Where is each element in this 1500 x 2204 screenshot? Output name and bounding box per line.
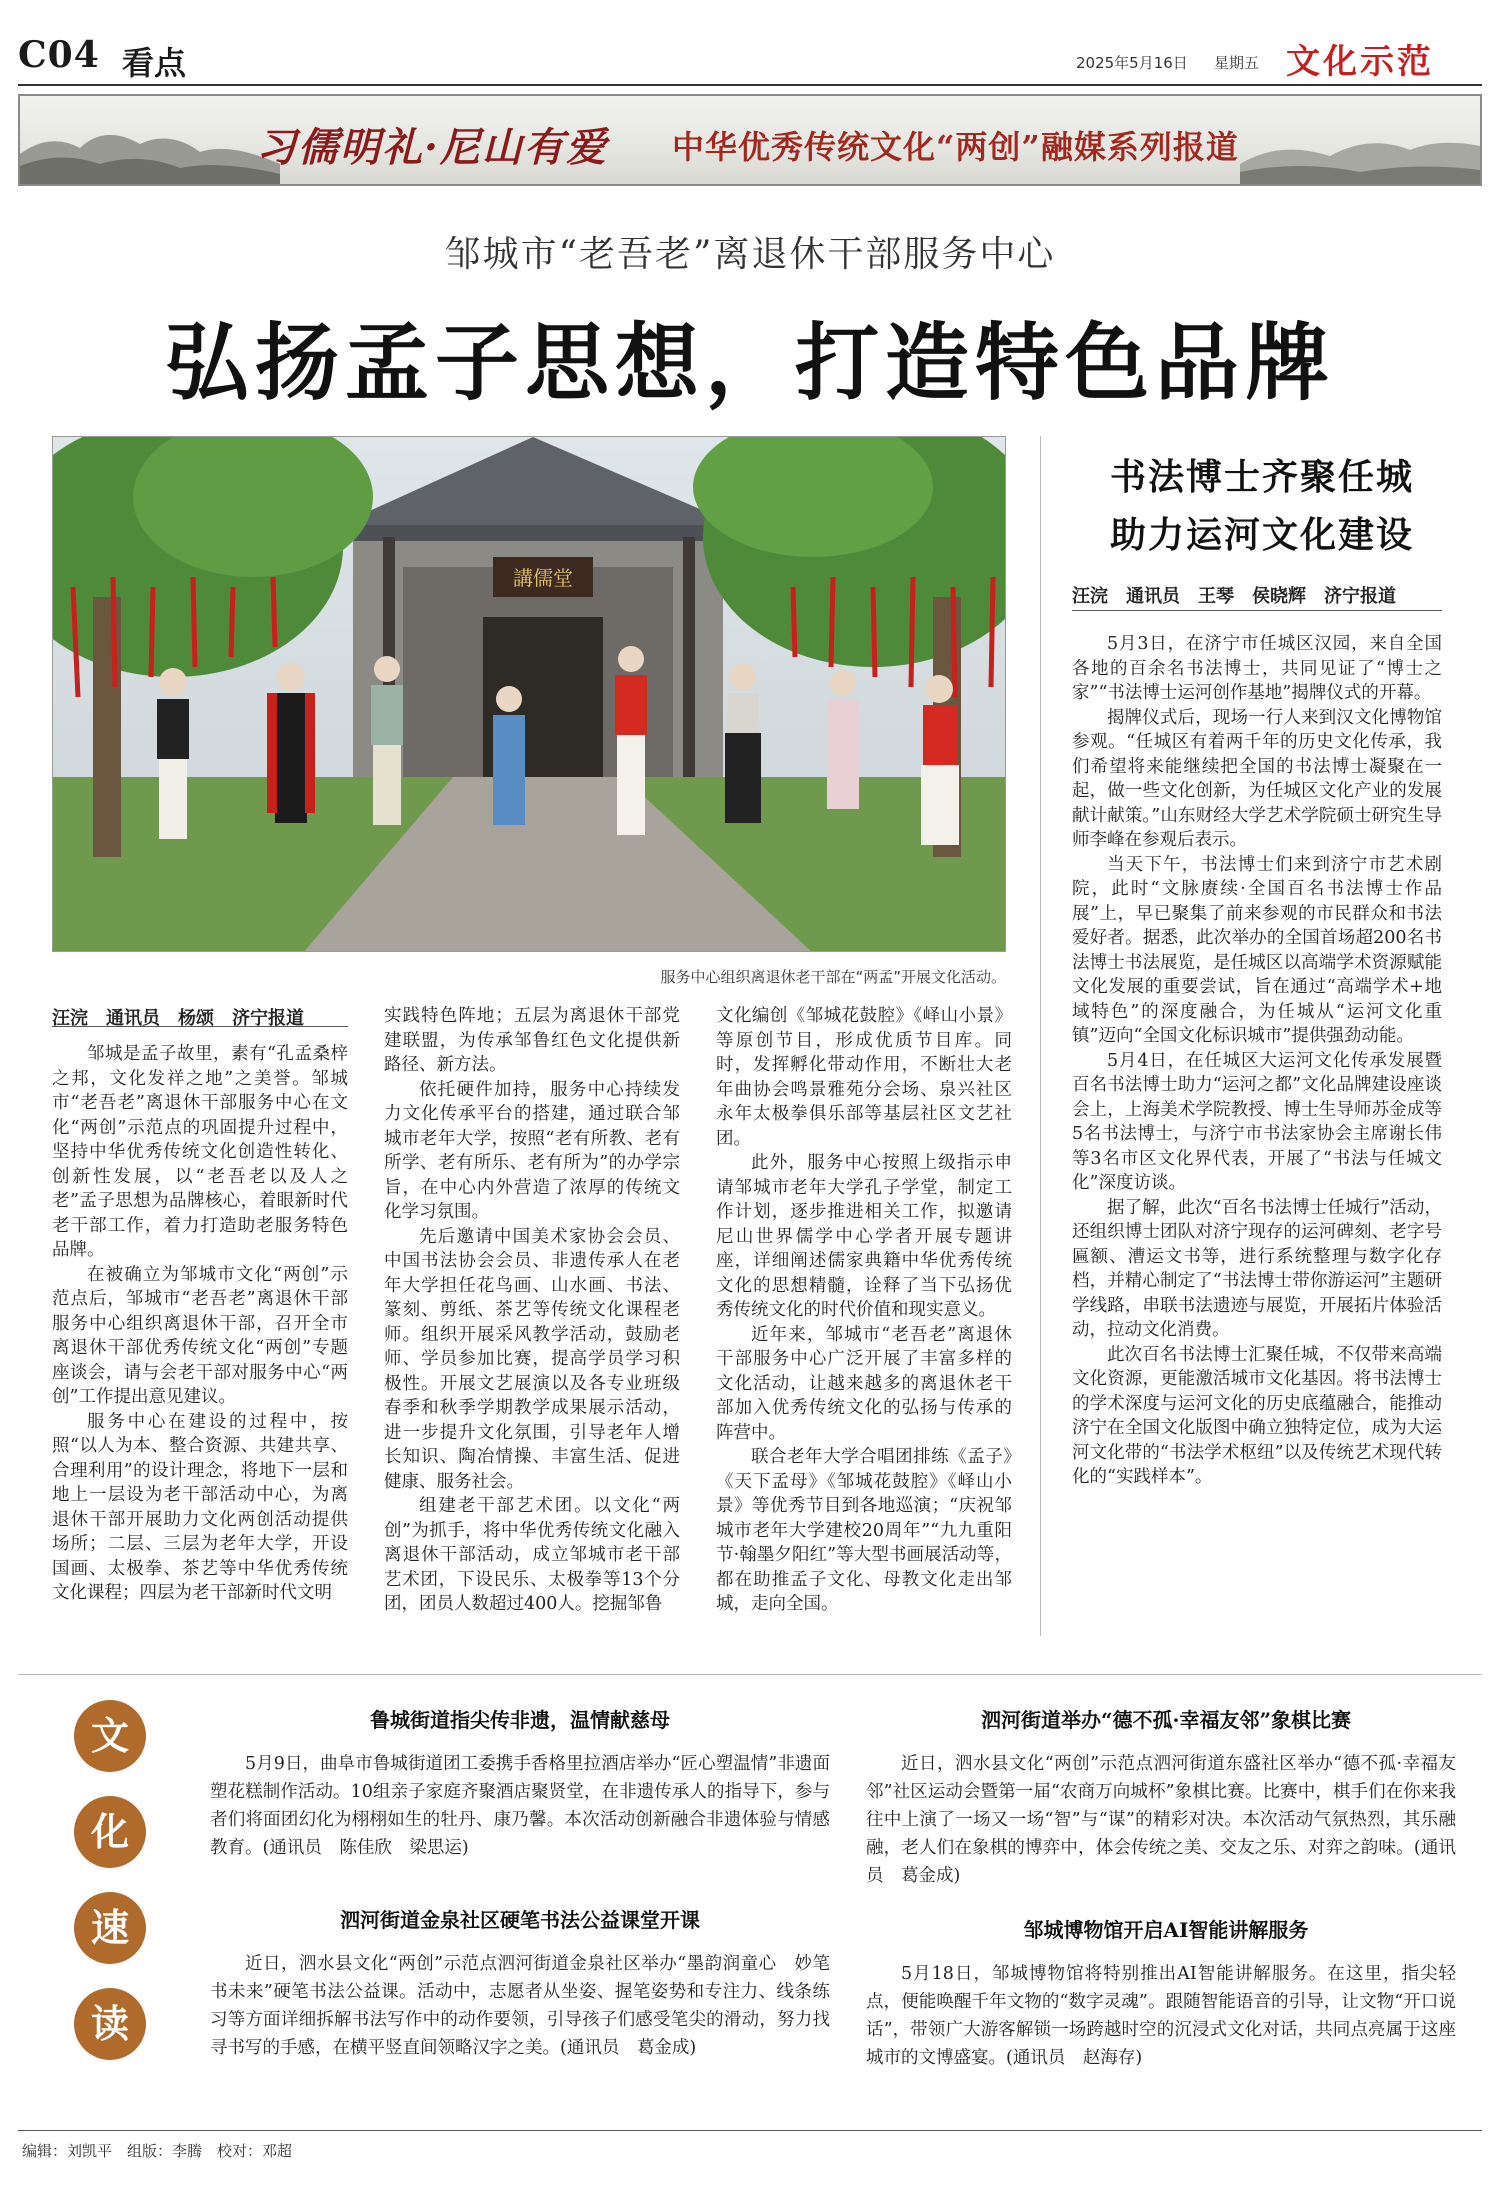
quick-read-char: 文 <box>74 1700 146 1772</box>
main-byline: 汪浣 通讯员 杨颂 济宁报道 <box>52 1008 304 1029</box>
side-title-line-2: 助力运河文化建设 <box>1109 514 1414 556</box>
banner-series-title: 中华优秀传统文化“两创”融媒系列报道 <box>672 128 1239 166</box>
paragraph: 邹城是孟子故里，素有“孔孟桑梓之邦，文化发祥之地”之美誉。邹城市“老吾老”离退休干部服务中心在文化“两创”示范点的巩固提升过程中，坚持中华优秀传统文化创造性转化、创新性发展，以“老吾老以及人之老”孟子思想为品牌核心，着眼新时代老干部工作，着力打造助老服务特色品牌。 <box>52 1044 348 1260</box>
quick-item-body <box>210 1950 830 2062</box>
paper-logo: 文化示范 <box>1286 42 1434 82</box>
article-headline: 弘扬孟子思想，打造特色品牌 <box>164 313 1335 412</box>
hall-sign: 講儒堂 <box>513 566 573 590</box>
paragraph: 5月18日，邹城博物馆将特别推出AI智能讲解服务。在这里，指尖轻点，便能唤醒千年文物的“数字灵魂”。跟随智能语音的引导，让文物“开口说话”，带领广大游客解锁一场跨越时空的沉浸式文化对话，共同点亮属于这座城市的文博盛宴。(通讯员 赵海存) <box>866 1964 1456 2068</box>
paragraph: 当天下午，书法博士们来到济宁市艺术剧院，此时“文脉赓续·全国百名书法博士作品展”上，早已聚集了前来参观的市民群众和书法爱好者。据悉，此次举办的全国首场超200名书法博士书法展览，是任城区以高端学术资源赋能文化发展的重要尝试，旨在通过“高端学术+地域特色”的深度融合，为任城从“运河文化重镇”迈向“全国文化标识城市”提供强劲动能。 <box>1072 854 1442 1046</box>
masthead <box>18 34 1482 84</box>
article-column-2 <box>384 1004 680 1617</box>
masthead-rule <box>18 84 1482 86</box>
quick-item-title: 泗河街道举办“德不孤·幸福友邻”象棋比赛 <box>981 1708 1351 1732</box>
article-column-3 <box>716 1004 1012 1617</box>
issue-date: 2025年5月16日 <box>1076 54 1188 72</box>
paragraph: 揭牌仪式后，现场一行人来到汉文化博物馆参观。“任城区有着两千年的历史文化传承，我们希望将来能继续把全国的书法博士凝聚在一起，做一些文化创新，为任城区文化产业的发展献计献策。”山东财经大学艺术学院硕士研究生导师李峰在参观后表示。 <box>1072 707 1442 850</box>
paragraph: 近日，泗水县文化“两创”示范点泗河街道东盛社区举办“德不孤·幸福友邻”社区运动会暨第一届“农商万向城杯”象棋比赛。比赛中，棋手们在你来我往中上演了一场又一场“智”与“谋”的精彩对决。本次活动气氛热烈，其乐融融，老人们在象棋的博弈中，体会传统之美、交友之乐、对弈之韵味。(通讯员 葛金成) <box>866 1754 1456 1886</box>
quick-item-title: 鲁城街道指尖传非遗，温情献慈母 <box>370 1708 670 1732</box>
quick-item-body <box>866 1960 1456 2072</box>
photo-caption: 服务中心组织离退休老干部在“两孟”开展文化活动。 <box>660 968 1006 986</box>
side-article-body <box>1072 632 1442 1490</box>
paragraph: 文化编创《邹城花鼓腔》《峄山小景》等原创节目，形成优质节目库。同时，发挥孵化带动作用，不断壮大老年曲协会鸣景雅苑分会场、泉兴社区永年太极拳俱乐部等基层社区文艺社团。 <box>716 1006 1012 1149</box>
banner-slogan: 习儒明礼·尼山有爱 <box>256 124 608 171</box>
page-number: C04 <box>18 34 100 76</box>
paragraph: 近日，泗水县文化“两创”示范点泗河街道金泉社区举办“墨韵润童心 妙笔书未来”硬笔书法公益课。活动中，志愿者从坐姿、握笔姿势和专注力、线条练习等方面详细拆解书法写作中的动作要领，引导孩子们感受笔尖的滑动，努力找寻书写的手感，在横平竖直间领略汉字之美。(通讯员 葛金成) <box>210 1954 830 2058</box>
paragraph: 5月4日，在任城区大运河文化传承发展暨百名书法博士助力“运河之都”文化品牌建设座谈会上，上海美术学院教授、博士生导师苏金成等5名书法博士，与济宁市书法家协会主席谢长伟等3名市区文化界代表，开展了“书法与任城文化”深度访谈。 <box>1072 1050 1442 1193</box>
mountain-illustration-right <box>1240 114 1480 184</box>
paragraph: 实践特色阵地；五层为离退休干部党建联盟，为传承邹鲁红色文化提供新路径、新方法。 <box>384 1006 680 1075</box>
quick-read-char: 速 <box>74 1892 146 1964</box>
byline-rule <box>52 1026 348 1027</box>
photo-illustration <box>53 437 1006 952</box>
footer-rule <box>18 2130 1482 2131</box>
quick-item-title: 泗河街道金泉社区硬笔书法公益课堂开课 <box>340 1908 700 1932</box>
paragraph: 此外，服务中心按照上级指示申请邹城市老年大学孔子学堂，制定工作计划，逐步推进相关工作，拟邀请尼山世界儒学中心学者开展专题讲座，详细阐述儒家典籍中华优秀传统文化的思想精髓，诠释了当下弘扬优秀传统文化的时代价值和现实意义。 <box>716 1153 1012 1320</box>
side-byline-rule <box>1072 610 1442 611</box>
paragraph: 联合老年大学合唱团排练《孟子》《天下孟母》《邹城花鼓腔》《峄山小景》等优秀节目到各地巡演；“庆祝邹城市老年大学建校20周年”“九九重阳节·翰墨夕阳红”等大型书画展活动等，都在助推孟子文化、母教文化走出邹城，走向全国。 <box>716 1447 1012 1614</box>
paragraph: 先后邀请中国美术家协会会员、中国书法协会会员、非遗传承人在老年大学担任花鸟画、山水画、书法、篆刻、剪纸、茶艺等传统文化课程老师。组织开展采风教学活动，鼓励老师、学员参加比赛，提高学员学习积极性。开展文艺展演以及各专业班级春季和秋季学期教学成果展示活动，进一步提升文化氛围，引导老年人增长知识、陶冶情操、丰富生活、促进健康、服务社会。 <box>384 1226 680 1492</box>
article-photo <box>52 436 1006 952</box>
paragraph: 组建老干部艺术团。以文化“两创”为抓手，将中华优秀传统文化融入离退休干部活动，成立邹城市老干部艺术团，下设民乐、太极拳等13个分团，团员人数超过400人。挖掘邹鲁 <box>384 1496 680 1614</box>
column-divider <box>1040 436 1041 1636</box>
issue-weekday: 星期五 <box>1214 54 1260 72</box>
paragraph: 近年来，邹城市“老吾老”离退休干部服务中心广泛开展了丰富多样的文化活动，让越来越多的离退休老干部加入优秀传统文化的弘扬与传承的阵营中。 <box>716 1324 1012 1443</box>
side-title-line-1: 书法博士齐聚任城 <box>1109 456 1414 498</box>
article-column-1 <box>52 1042 348 1606</box>
quick-item-body <box>866 1750 1456 1890</box>
side-article-title <box>1062 448 1462 564</box>
paragraph: 依托硬件加持，服务中心持续发力文化传承平台的搭建，通过联合邹城市老年大学，按照“老有所教、老有所学、老有所乐、老有所为”的办学宗旨，在中心内外营造了浓厚的传统文化学习氛围。 <box>384 1079 680 1222</box>
article-kicker: 邹城市“老吾老”离退休干部服务中心 <box>444 234 1056 275</box>
paragraph: 5月3日，在济宁市任城区汉园，来自全国各地的百余名书法博士，共同见证了“博士之家”“书法博士运河创作基地”揭牌仪式的开幕。 <box>1072 634 1442 703</box>
series-banner <box>18 94 1482 186</box>
quick-item-title: 邹城博物馆开启AI智能讲解服务 <box>1023 1918 1309 1942</box>
quick-read-rule <box>18 1674 1482 1675</box>
mountain-illustration <box>20 114 280 184</box>
quick-read-char: 化 <box>74 1796 146 1868</box>
side-byline: 汪浣 通讯员 王琴 侯晓辉 济宁报道 <box>1072 586 1396 607</box>
editor-credits: 编辑：刘凯平 组版：李腾 校对：邓超 <box>22 2142 293 2160</box>
paragraph: 在被确立为邹城市文化“两创”示范点后，邹城市“老吾老”离退休干部服务中心组织离退休干部，召开全市离退休干部优秀传统文化“两创”专题座谈会，请与会老干部对服务中心“两创”工作提出意见建议。 <box>52 1264 348 1407</box>
paragraph: 服务中心在建设的过程中，按照“以人为本、整合资源、共建共享、合理利用”的设计理念，将地下一层和地上一层设为老干部活动中心，为离退休干部开展助力文化两创活动提供场所；二层、三层为老年大学，开设国画、太极拳、茶艺等中华优秀传统文化课程；四层为老干部新时代文明 <box>52 1411 348 1603</box>
quick-read-char: 读 <box>74 1988 146 2060</box>
quick-item-body <box>210 1750 830 1862</box>
paragraph: 此次百名书法博士汇聚任城，不仅带来高端文化资源，更能激活城市文化基因。将书法博士的学术深度与运河文化的历史底蕴融合，能推动济宁在全国文化版图中确立独特定位，成为大运河文化带的“书法学术枢纽”以及传统艺术现代转化的“实践样本”。 <box>1072 1344 1442 1487</box>
section-name: 看点 <box>122 44 187 82</box>
paragraph: 据了解，此次“百名书法博士任城行”活动，还组织博士团队对济宁现存的运河碑刻、老字号匾额、漕运文书等，进行系统整理与数字化存档，并精心制定了“书法博士带你游运河”主题研学线路，串联书法遗迹与展览，开展拓片体验活动，拉动文化消费。 <box>1072 1197 1442 1340</box>
paragraph: 5月9日，曲阜市鲁城街道团工委携手香格里拉酒店举办“匠心塑温情”非遗面塑花糕制作活动。10组亲子家庭齐聚酒店聚贤堂，在非遗传承人的指导下，参与者们将面团幻化为栩栩如生的牡丹、康乃馨。本次活动创新融合非遗体验与情感教育。(通讯员 陈佳欣 梁思运) <box>210 1754 830 1858</box>
